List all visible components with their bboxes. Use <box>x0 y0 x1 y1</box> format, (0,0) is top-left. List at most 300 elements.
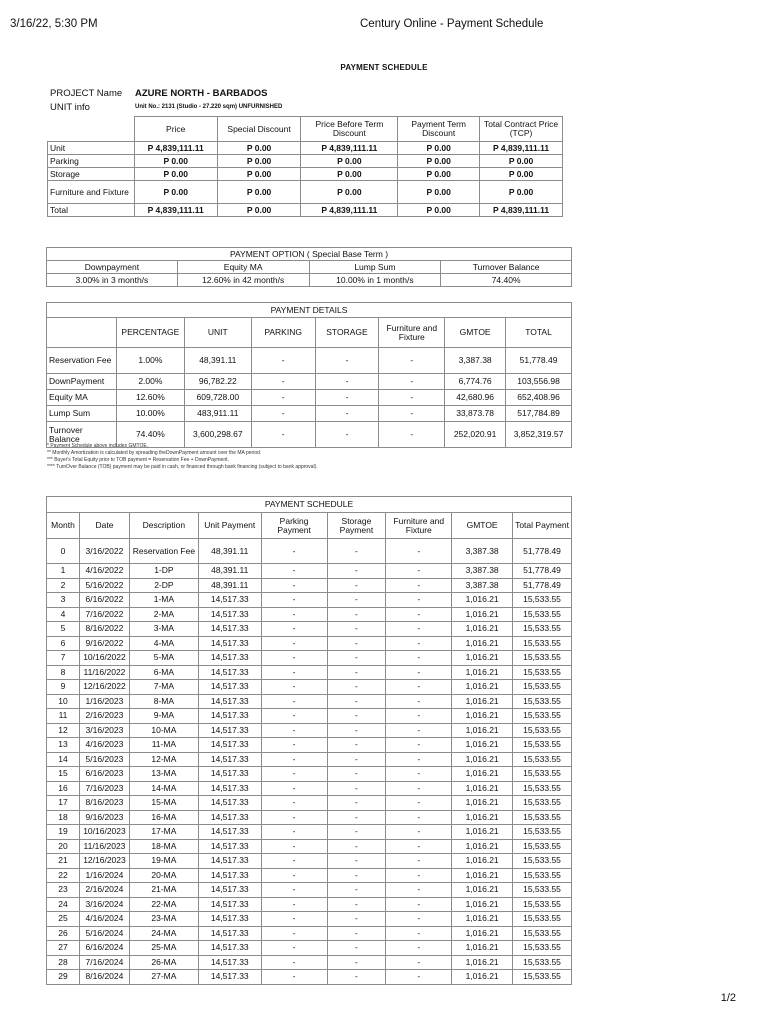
schedule-cell: 8/16/2024 <box>79 970 129 985</box>
schedule-cell: - <box>327 709 386 724</box>
schedule-header: Parking Payment <box>261 513 327 539</box>
schedule-cell: - <box>386 955 452 970</box>
details-header: STORAGE <box>315 318 379 348</box>
schedule-cell: 1,016.21 <box>452 825 513 840</box>
schedule-cell: 48,391.11 <box>198 578 261 593</box>
details-cell: - <box>379 422 445 448</box>
schedule-header: Description <box>129 513 198 539</box>
schedule-cell: 14,517.33 <box>198 796 261 811</box>
schedule-cell: - <box>327 665 386 680</box>
details-cell: - <box>379 348 445 374</box>
price-cell: P 0.00 <box>217 181 301 204</box>
schedule-cell: 7/16/2024 <box>79 955 129 970</box>
schedule-cell: 5 <box>47 622 80 637</box>
schedule-cell: 8-MA <box>129 694 198 709</box>
price-header: Price Before Term Discount <box>301 117 398 142</box>
schedule-cell: 10-MA <box>129 723 198 738</box>
schedule-cell: 12/16/2022 <box>79 680 129 695</box>
schedule-cell: 14,517.33 <box>198 694 261 709</box>
schedule-cell: 5/16/2023 <box>79 752 129 767</box>
schedule-cell: - <box>261 854 327 869</box>
schedule-row <box>47 709 572 724</box>
schedule-cell: - <box>261 680 327 695</box>
schedule-cell: - <box>261 752 327 767</box>
schedule-cell: 4-MA <box>129 636 198 651</box>
schedule-cell: - <box>386 810 452 825</box>
schedule-cell: 14 <box>47 752 80 767</box>
schedule-header: Unit Payment <box>198 513 261 539</box>
schedule-cell: 1,016.21 <box>452 723 513 738</box>
price-cell: P 0.00 <box>480 168 563 181</box>
schedule-cell: 1,016.21 <box>452 709 513 724</box>
schedule-cell: - <box>386 854 452 869</box>
schedule-cell: 15,533.55 <box>513 723 572 738</box>
schedule-cell: 23-MA <box>129 912 198 927</box>
schedule-cell: - <box>386 868 452 883</box>
schedule-header-row <box>47 513 572 539</box>
schedule-cell: - <box>386 723 452 738</box>
schedule-cell: - <box>327 738 386 753</box>
option-header: Equity MA <box>177 261 309 274</box>
schedule-cell: - <box>386 781 452 796</box>
schedule-cell: 48,391.11 <box>198 539 261 564</box>
schedule-cell: - <box>261 926 327 941</box>
schedule-cell: 13 <box>47 738 80 753</box>
schedule-cell: 28 <box>47 955 80 970</box>
schedule-cell: 15,533.55 <box>513 955 572 970</box>
details-header: PERCENTAGE <box>116 318 184 348</box>
details-cell: 2.00% <box>116 374 184 390</box>
schedule-cell: 2-DP <box>129 578 198 593</box>
schedule-cell: 5/16/2022 <box>79 578 129 593</box>
schedule-cell: 15,533.55 <box>513 941 572 956</box>
details-cell: 51,778.49 <box>506 348 572 374</box>
schedule-cell: - <box>261 723 327 738</box>
schedule-cell: 14,517.33 <box>198 897 261 912</box>
print-header <box>0 18 768 34</box>
schedule-cell: 1,016.21 <box>452 839 513 854</box>
schedule-cell: - <box>386 796 452 811</box>
footnote: *** Buyer's Total Equity prior to TOB payment = Reservation Fee + DownPayment. <box>47 457 229 463</box>
schedule-cell: - <box>261 796 327 811</box>
schedule-cell: 3 <box>47 593 80 608</box>
price-cell: P 0.00 <box>301 168 398 181</box>
schedule-row <box>47 593 572 608</box>
schedule-cell: 15,533.55 <box>513 593 572 608</box>
price-row <box>48 168 563 181</box>
schedule-cell: - <box>327 723 386 738</box>
schedule-row <box>47 767 572 782</box>
schedule-row <box>47 752 572 767</box>
schedule-cell: 15,533.55 <box>513 926 572 941</box>
schedule-cell: 1,016.21 <box>452 622 513 637</box>
schedule-cell: 14,517.33 <box>198 709 261 724</box>
details-header: GMTOE <box>445 318 506 348</box>
details-row <box>47 374 572 390</box>
schedule-row <box>47 738 572 753</box>
details-row <box>47 390 572 406</box>
details-header: UNIT <box>184 318 251 348</box>
schedule-cell: - <box>327 970 386 985</box>
footnotes <box>47 443 547 471</box>
schedule-cell: - <box>386 926 452 941</box>
schedule-row <box>47 694 572 709</box>
schedule-cell: 1,016.21 <box>452 941 513 956</box>
schedule-cell: 0 <box>47 539 80 564</box>
payment-schedule-table <box>46 496 572 985</box>
schedule-row <box>47 539 572 564</box>
schedule-cell: 1,016.21 <box>452 593 513 608</box>
details-cell: - <box>379 390 445 406</box>
details-cell: 48,391.11 <box>184 348 251 374</box>
schedule-cell: - <box>261 564 327 579</box>
schedule-cell: 24-MA <box>129 926 198 941</box>
schedule-cell: 16-MA <box>129 810 198 825</box>
schedule-cell: 18-MA <box>129 839 198 854</box>
schedule-row <box>47 723 572 738</box>
price-cell: P 0.00 <box>134 155 217 168</box>
details-cell: 10.00% <box>116 406 184 422</box>
schedule-cell: 1,016.21 <box>452 854 513 869</box>
price-cell: P 0.00 <box>398 181 480 204</box>
schedule-cell: 15,533.55 <box>513 665 572 680</box>
details-cell: 517,784.89 <box>506 406 572 422</box>
price-cell: P 0.00 <box>217 168 301 181</box>
schedule-cell: - <box>261 665 327 680</box>
schedule-cell: - <box>327 781 386 796</box>
schedule-cell: - <box>261 539 327 564</box>
schedule-cell: 15,533.55 <box>513 622 572 637</box>
schedule-row <box>47 912 572 927</box>
schedule-cell: 25-MA <box>129 941 198 956</box>
schedule-cell: 1,016.21 <box>452 926 513 941</box>
schedule-cell: 2 <box>47 578 80 593</box>
schedule-cell: 15,533.55 <box>513 651 572 666</box>
schedule-cell: 1,016.21 <box>452 738 513 753</box>
details-row-label: Reservation Fee <box>47 348 117 374</box>
schedule-cell: 17-MA <box>129 825 198 840</box>
schedule-cell: 14,517.33 <box>198 781 261 796</box>
schedule-cell: 15 <box>47 767 80 782</box>
schedule-row <box>47 825 572 840</box>
schedule-cell: 8 <box>47 665 80 680</box>
schedule-cell: 4/16/2024 <box>79 912 129 927</box>
schedule-cell: 13-MA <box>129 767 198 782</box>
schedule-cell: 3,387.38 <box>452 578 513 593</box>
schedule-cell: 8/16/2023 <box>79 796 129 811</box>
price-cell: P 0.00 <box>217 155 301 168</box>
price-cell: P 4,839,111.11 <box>480 142 563 155</box>
details-row-label: DownPayment <box>47 374 117 390</box>
schedule-cell: - <box>386 680 452 695</box>
schedule-cell: - <box>327 767 386 782</box>
schedule-cell: 14,517.33 <box>198 665 261 680</box>
details-cell: 1.00% <box>116 348 184 374</box>
schedule-header: Furniture and Fixture <box>386 513 452 539</box>
price-row-label: Furniture and Fixture <box>48 181 135 204</box>
schedule-cell: 9/16/2022 <box>79 636 129 651</box>
schedule-row <box>47 970 572 985</box>
details-cell: - <box>251 406 315 422</box>
schedule-cell: 51,778.49 <box>513 578 572 593</box>
schedule-cell: 1,016.21 <box>452 680 513 695</box>
details-row-label: Lump Sum <box>47 406 117 422</box>
schedule-cell: 1,016.21 <box>452 636 513 651</box>
schedule-header: Storage Payment <box>327 513 386 539</box>
schedule-cell: - <box>386 825 452 840</box>
details-row-label: Turnover Balance <box>47 422 117 448</box>
schedule-cell: - <box>327 796 386 811</box>
schedule-cell: - <box>261 607 327 622</box>
schedule-cell: - <box>386 694 452 709</box>
schedule-cell: - <box>327 839 386 854</box>
schedule-cell: - <box>327 578 386 593</box>
schedule-cell: Reservation Fee <box>129 539 198 564</box>
price-row <box>48 181 563 204</box>
details-cell: 609,728.00 <box>184 390 251 406</box>
print-datetime: 3/16/22, 5:30 PM <box>10 18 98 30</box>
schedule-cell: 1,016.21 <box>452 810 513 825</box>
schedule-cell: - <box>327 539 386 564</box>
schedule-cell: - <box>261 694 327 709</box>
schedule-cell: - <box>327 825 386 840</box>
schedule-cell: - <box>261 941 327 956</box>
payment-option-table <box>46 247 572 287</box>
schedule-cell: 15,533.55 <box>513 767 572 782</box>
schedule-cell: - <box>327 622 386 637</box>
schedule-cell: - <box>327 854 386 869</box>
payment-option-title: PAYMENT OPTION ( Special Base Term ) <box>47 248 572 261</box>
details-cell: 12.60% <box>116 390 184 406</box>
document-title: PAYMENT SCHEDULE <box>340 63 428 72</box>
schedule-cell: - <box>327 607 386 622</box>
schedule-row <box>47 883 572 898</box>
payment-details-table <box>46 302 572 448</box>
schedule-cell: - <box>386 709 452 724</box>
page-number: 1/2 <box>720 992 736 1004</box>
schedule-cell: 9-MA <box>129 709 198 724</box>
schedule-cell: 1-MA <box>129 593 198 608</box>
schedule-cell: 2-MA <box>129 607 198 622</box>
schedule-cell: 14,517.33 <box>198 767 261 782</box>
schedule-cell: 7/16/2023 <box>79 781 129 796</box>
details-cell: 96,782.22 <box>184 374 251 390</box>
schedule-cell: 15,533.55 <box>513 694 572 709</box>
schedule-cell: 14,517.33 <box>198 883 261 898</box>
details-cell: 42,680.96 <box>445 390 506 406</box>
schedule-cell: - <box>327 636 386 651</box>
details-row-label: Equity MA <box>47 390 117 406</box>
schedule-row <box>47 607 572 622</box>
schedule-cell: 10/16/2023 <box>79 825 129 840</box>
schedule-cell: 7-MA <box>129 680 198 695</box>
schedule-cell: 26 <box>47 926 80 941</box>
schedule-cell: 15,533.55 <box>513 883 572 898</box>
schedule-row <box>47 941 572 956</box>
schedule-cell: 6-MA <box>129 665 198 680</box>
schedule-cell: 15,533.55 <box>513 796 572 811</box>
schedule-cell: - <box>327 912 386 927</box>
schedule-header: Date <box>79 513 129 539</box>
schedule-cell: 27 <box>47 941 80 956</box>
schedule-cell: 24 <box>47 897 80 912</box>
schedule-cell: 1,016.21 <box>452 955 513 970</box>
option-value: 3.00% in 3 month/s <box>47 274 178 287</box>
details-header <box>47 318 117 348</box>
schedule-cell: 14-MA <box>129 781 198 796</box>
schedule-cell: - <box>261 767 327 782</box>
schedule-cell: 15,533.55 <box>513 868 572 883</box>
schedule-cell: 9 <box>47 680 80 695</box>
schedule-cell: - <box>386 539 452 564</box>
schedule-row <box>47 926 572 941</box>
price-table <box>47 116 563 217</box>
schedule-row <box>47 868 572 883</box>
schedule-row <box>47 578 572 593</box>
schedule-cell: 5-MA <box>129 651 198 666</box>
schedule-cell: 29 <box>47 970 80 985</box>
price-cell: P 0.00 <box>134 181 217 204</box>
schedule-cell: 14,517.33 <box>198 738 261 753</box>
schedule-cell: 22 <box>47 868 80 883</box>
schedule-cell: 15,533.55 <box>513 854 572 869</box>
footnote: ** Monthly Amortization is calculated by spreading theDownPayment amount over the MA period. <box>47 450 262 456</box>
schedule-cell: - <box>327 868 386 883</box>
details-cell: 3,600,298.67 <box>184 422 251 448</box>
schedule-cell: 1/16/2024 <box>79 868 129 883</box>
schedule-header: Month <box>47 513 80 539</box>
schedule-cell: - <box>386 912 452 927</box>
schedule-cell: - <box>327 651 386 666</box>
price-cell: P 0.00 <box>480 181 563 204</box>
schedule-cell: 3,387.38 <box>452 539 513 564</box>
schedule-row <box>47 636 572 651</box>
schedule-cell: - <box>327 752 386 767</box>
schedule-cell: 15,533.55 <box>513 970 572 985</box>
schedule-cell: 1/16/2023 <box>79 694 129 709</box>
schedule-cell: 8/16/2022 <box>79 622 129 637</box>
schedule-cell: 14,517.33 <box>198 622 261 637</box>
schedule-cell: - <box>261 839 327 854</box>
schedule-cell: 1,016.21 <box>452 796 513 811</box>
schedule-cell: 20 <box>47 839 80 854</box>
schedule-cell: 21-MA <box>129 883 198 898</box>
schedule-cell: 3/16/2024 <box>79 897 129 912</box>
price-row-label: Unit <box>48 142 135 155</box>
price-cell: P 0.00 <box>301 155 398 168</box>
schedule-cell: 1,016.21 <box>452 897 513 912</box>
schedule-cell: 14,517.33 <box>198 839 261 854</box>
schedule-cell: 14,517.33 <box>198 854 261 869</box>
details-cell: - <box>315 390 379 406</box>
unit-info-value: Unit No.: 2131 (Studio - 27.220 sqm) UNFURNISHED <box>135 104 283 110</box>
schedule-cell: - <box>386 738 452 753</box>
schedule-cell: 1,016.21 <box>452 665 513 680</box>
schedule-cell: - <box>386 767 452 782</box>
price-header: Price <box>134 117 217 142</box>
schedule-cell: - <box>261 912 327 927</box>
details-cell: - <box>251 422 315 448</box>
schedule-cell: - <box>327 883 386 898</box>
schedule-cell: - <box>261 897 327 912</box>
schedule-cell: 7 <box>47 651 80 666</box>
details-cell: - <box>315 422 379 448</box>
schedule-cell: 19 <box>47 825 80 840</box>
schedule-cell: 5/16/2024 <box>79 926 129 941</box>
schedule-cell: 1,016.21 <box>452 651 513 666</box>
details-row <box>47 406 572 422</box>
schedule-cell: 10/16/2022 <box>79 651 129 666</box>
schedule-row <box>47 839 572 854</box>
schedule-cell: 12-MA <box>129 752 198 767</box>
details-cell: - <box>251 390 315 406</box>
details-row <box>47 348 572 374</box>
schedule-cell: - <box>386 564 452 579</box>
schedule-header: GMTOE <box>452 513 513 539</box>
price-cell: P 0.00 <box>398 155 480 168</box>
schedule-cell: 7/16/2022 <box>79 607 129 622</box>
schedule-cell: 15,533.55 <box>513 897 572 912</box>
schedule-cell: 14,517.33 <box>198 825 261 840</box>
price-header-blank <box>48 117 135 142</box>
schedule-cell: 1,016.21 <box>452 883 513 898</box>
schedule-cell: 20-MA <box>129 868 198 883</box>
schedule-cell: - <box>261 738 327 753</box>
schedule-cell: - <box>386 607 452 622</box>
details-cell: 3,852,319.57 <box>506 422 572 448</box>
project-name: AZURE NORTH - BARBADOS <box>135 87 268 99</box>
schedule-cell: 4/16/2022 <box>79 564 129 579</box>
schedule-cell: 26-MA <box>129 955 198 970</box>
schedule-cell: 15,533.55 <box>513 781 572 796</box>
details-header: Furniture and Fixture <box>379 318 445 348</box>
schedule-cell: - <box>261 810 327 825</box>
schedule-cell: 15,533.55 <box>513 636 572 651</box>
details-cell: - <box>315 348 379 374</box>
details-cell: 33,873.78 <box>445 406 506 422</box>
schedule-cell: - <box>386 897 452 912</box>
option-value: 74.40% <box>441 274 572 287</box>
schedule-cell: - <box>386 665 452 680</box>
details-cell: 483,911.11 <box>184 406 251 422</box>
schedule-cell: 14,517.33 <box>198 593 261 608</box>
schedule-cell: 48,391.11 <box>198 564 261 579</box>
schedule-cell: - <box>261 955 327 970</box>
schedule-cell: 18 <box>47 810 80 825</box>
schedule-cell: - <box>386 622 452 637</box>
schedule-cell: 15,533.55 <box>513 752 572 767</box>
schedule-cell: - <box>386 651 452 666</box>
project-info <box>50 86 282 114</box>
schedule-cell: - <box>327 680 386 695</box>
schedule-cell: - <box>261 593 327 608</box>
schedule-row <box>47 854 572 869</box>
schedule-cell: 3-MA <box>129 622 198 637</box>
schedule-cell: 10 <box>47 694 80 709</box>
schedule-cell: 1,016.21 <box>452 752 513 767</box>
price-row-label: Storage <box>48 168 135 181</box>
schedule-cell: 14,517.33 <box>198 607 261 622</box>
schedule-cell: 6 <box>47 636 80 651</box>
schedule-row <box>47 781 572 796</box>
schedule-header: Total Payment <box>513 513 572 539</box>
schedule-cell: - <box>327 897 386 912</box>
price-header: Special Discount <box>217 117 301 142</box>
option-value: 12.60% in 42 month/s <box>177 274 309 287</box>
schedule-cell: 3,387.38 <box>452 564 513 579</box>
schedule-cell: 14,517.33 <box>198 752 261 767</box>
schedule-cell: 11/16/2022 <box>79 665 129 680</box>
